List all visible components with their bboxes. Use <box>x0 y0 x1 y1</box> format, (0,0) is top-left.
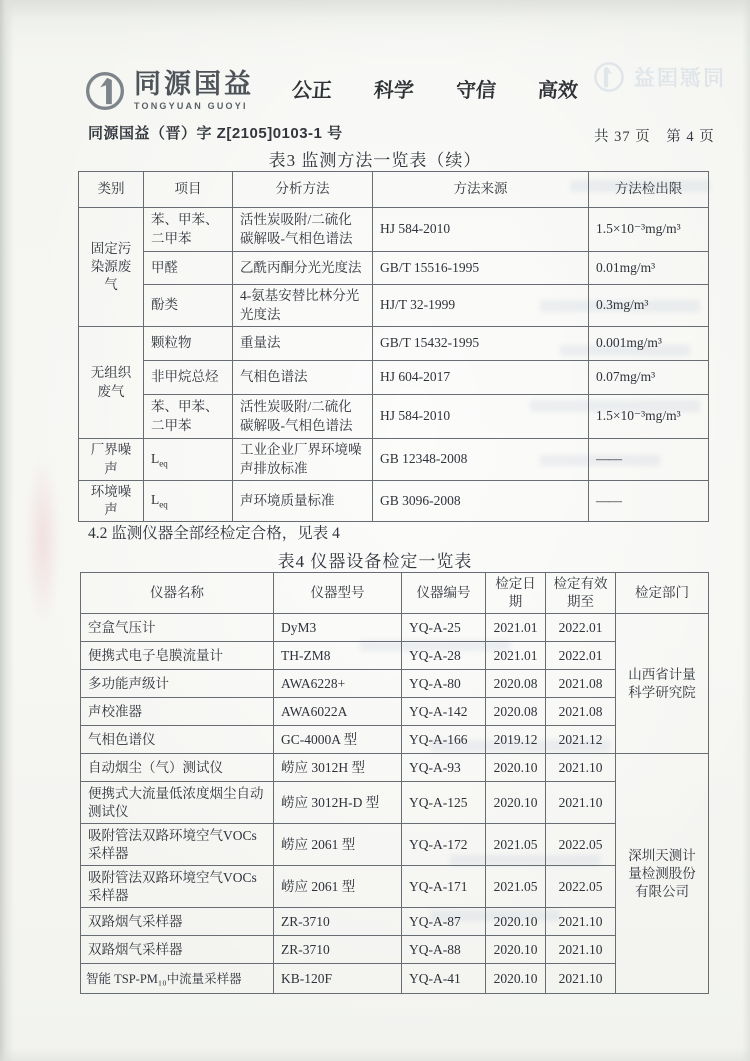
slogan-row <box>291 74 579 103</box>
t3-r8-limit: —— <box>589 481 709 522</box>
t3-r3-item: 酚类 <box>144 285 233 327</box>
t3-r4-method: 重量法 <box>233 327 373 361</box>
t4-r6-name: 自动烟尘（气）测试仪 <box>81 754 274 782</box>
t3-r8-item: $L_{eq}$ <box>144 481 233 522</box>
t3-cat-ambient-noise: 环境噪声 <box>79 481 144 522</box>
t3-r6-item: 苯、甲苯、二甲苯 <box>144 395 233 439</box>
table-row <box>81 908 709 936</box>
slogan-fairness: 公正 <box>291 80 333 102</box>
t4-r11-model: ZR-3710 <box>274 936 402 964</box>
t3-r6-source: HJ 584-2010 <box>373 395 589 439</box>
table-row <box>79 327 709 361</box>
t4-r8-number: YQ-A-172 <box>402 824 486 866</box>
t4-r3-number: YQ-A-80 <box>402 670 486 698</box>
t4-r1-date: 2021.01 <box>486 614 546 642</box>
t3-r4-limit: 0.001mg/m³ <box>589 327 709 361</box>
t4-r1-valid: 2022.01 <box>546 614 616 642</box>
table-row <box>81 866 709 908</box>
table-row <box>79 285 709 327</box>
t4-r8-name: 吸附管法双路环境空气VOCs 采样器 <box>81 824 274 866</box>
report-number: 同源国益（晋）字 Z[2105]0103-1 号 <box>88 125 343 142</box>
bleedthrough-logo-text: 同源国益 <box>632 67 724 90</box>
page-indicator: 共 37 页 第 4 页 <box>594 129 715 145</box>
t4-r11-number: YQ-A-88 <box>402 936 486 964</box>
t4-r12-model: KB-120F <box>274 964 402 994</box>
t3-r7-method: 工业企业厂界环境噪声排放标准 <box>233 439 373 481</box>
t4-r2-date: 2021.01 <box>486 642 546 670</box>
t3-r1-source: HJ 584-2010 <box>373 208 589 252</box>
t4-r8-model: 崂应 2061 型 <box>274 824 402 866</box>
t4-dept-shenzhen: 深圳天测计量检测股份有限公司 <box>616 754 709 994</box>
bleedthrough-logo-mark-icon <box>592 60 626 94</box>
scan-edge-bottom <box>0 1047 750 1061</box>
letterhead <box>84 70 254 112</box>
company-name-cn: 同源国益 <box>134 69 254 99</box>
company-logo-text <box>134 71 254 111</box>
t3-h-source: 方法来源 <box>373 172 589 208</box>
t4-r9-valid: 2022.05 <box>546 866 616 908</box>
t3-r8-source: GB 3096-2008 <box>373 481 589 522</box>
scan-edge-top <box>0 0 750 34</box>
t4-r4-date: 2020.08 <box>486 698 546 726</box>
t4-r7-valid: 2021.10 <box>546 782 616 824</box>
t4-r8-valid: 2022.05 <box>546 824 616 866</box>
table-row <box>79 252 709 285</box>
monitoring-methods-table <box>78 171 709 522</box>
t4-h-model: 仪器型号 <box>274 573 402 614</box>
t4-r8-date: 2021.05 <box>486 824 546 866</box>
table-row <box>81 824 709 866</box>
table-row <box>81 698 709 726</box>
t4-r9-name: 吸附管法双路环境空气VOCs 采样器 <box>81 866 274 908</box>
t3-cat-fixed-source: 固定污染源废气 <box>79 208 144 327</box>
t4-r3-model: AWA6228+ <box>274 670 402 698</box>
t3-h-item: 项目 <box>144 172 233 208</box>
t4-r9-date: 2021.05 <box>486 866 546 908</box>
slogan-science: 科学 <box>373 80 415 102</box>
t4-r3-name: 多功能声级计 <box>81 670 274 698</box>
t4-r4-model: AWA6022A <box>274 698 402 726</box>
table3-title: 表3 监测方法一览表（续） <box>268 151 482 170</box>
table-row <box>81 670 709 698</box>
table-row <box>81 642 709 670</box>
table-row <box>81 614 709 642</box>
t4-r4-valid: 2021.08 <box>546 698 616 726</box>
t3-r5-limit: 0.07mg/m³ <box>589 361 709 395</box>
t4-h-dept: 检定部门 <box>616 573 709 614</box>
company-logo-icon <box>84 70 126 112</box>
t3-r7-source: GB 12348-2008 <box>373 439 589 481</box>
table-row <box>81 936 709 964</box>
t3-cat-fugitive: 无组织废气 <box>79 327 144 439</box>
t4-r5-date: 2019.12 <box>486 726 546 754</box>
t4-r9-model: 崂应 2061 型 <box>274 866 402 908</box>
t4-r2-valid: 2022.01 <box>546 642 616 670</box>
ink-smudge <box>26 455 60 625</box>
t4-r10-name: 双路烟气采样器 <box>81 908 274 936</box>
t4-r7-name: 便携式大流量低浓度烟尘自动测试仪 <box>81 782 274 824</box>
t4-dept-shanxi: 山西省计量科学研究院 <box>616 614 709 754</box>
t4-r5-valid: 2021.12 <box>546 726 616 754</box>
t4-r7-number: YQ-A-125 <box>402 782 486 824</box>
t3-r6-method: 活性炭吸附/二硫化碳解吸-气相色谱法 <box>233 395 373 439</box>
t4-r1-name: 空盒气压计 <box>81 614 274 642</box>
t4-r4-number: YQ-A-142 <box>402 698 486 726</box>
t3-r4-source: GB/T 15432-1995 <box>373 327 589 361</box>
table-row <box>79 481 709 522</box>
table-row <box>81 782 709 824</box>
t3-r1-method: 活性炭吸附/二硫化碳解吸-气相色谱法 <box>233 208 373 252</box>
t3-h-category: 类别 <box>79 172 144 208</box>
t4-r3-date: 2020.08 <box>486 670 546 698</box>
section-4-2-heading: 4.2 监测仪器全部经检定合格，见表 4 <box>88 525 340 542</box>
t4-r3-valid: 2021.08 <box>546 670 616 698</box>
t3-h-limit: 方法检出限 <box>589 172 709 208</box>
t4-r10-valid: 2021.10 <box>546 908 616 936</box>
t4-r9-number: YQ-A-171 <box>402 866 486 908</box>
t4-h-date: 检定日期 <box>486 573 546 614</box>
t3-r8-method: 声环境质量标准 <box>233 481 373 522</box>
table4-title: 表4 仪器设备检定一览表 <box>277 552 473 571</box>
t3-r2-method: 乙酰丙酮分光光度法 <box>233 252 373 285</box>
t3-cat-boundary-noise: 厂界噪声 <box>79 439 144 481</box>
t4-h-name: 仪器名称 <box>81 573 274 614</box>
t4-r10-model: ZR-3710 <box>274 908 402 936</box>
t3-r2-source: GB/T 15516-1995 <box>373 252 589 285</box>
t3-r7-limit: —— <box>589 439 709 481</box>
table-header-row <box>79 172 709 208</box>
table-row <box>79 361 709 395</box>
table-row <box>79 395 709 439</box>
t4-r1-model: DyM3 <box>274 614 402 642</box>
table-header-row <box>81 573 709 614</box>
instrument-verification-table <box>80 572 709 994</box>
t3-h-method: 分析方法 <box>233 172 373 208</box>
t3-r7-item: $L_{eq}$ <box>144 439 233 481</box>
t4-r10-date: 2020.10 <box>486 908 546 936</box>
t3-r3-source: HJ/T 32-1999 <box>373 285 589 327</box>
slogan-efficiency: 高效 <box>537 80 579 102</box>
t3-r3-method: 4-氨基安替比林分光光度法 <box>233 285 373 327</box>
t4-r10-number: YQ-A-87 <box>402 908 486 936</box>
bleedthrough-logo <box>592 60 724 94</box>
t3-r4-item: 颗粒物 <box>144 327 233 361</box>
t4-r6-date: 2020.10 <box>486 754 546 782</box>
t4-r1-number: YQ-A-25 <box>402 614 486 642</box>
t3-r6-limit: 1.5×10⁻³mg/m³ <box>589 395 709 439</box>
table-row <box>81 754 709 782</box>
t4-r11-name: 双路烟气采样器 <box>81 936 274 964</box>
t3-r2-limit: 0.01mg/m³ <box>589 252 709 285</box>
t3-r2-item: 甲醛 <box>144 252 233 285</box>
t4-r6-number: YQ-A-93 <box>402 754 486 782</box>
t4-r12-number: YQ-A-41 <box>402 964 486 994</box>
t4-h-number: 仪器编号 <box>402 573 486 614</box>
t4-r2-model: TH-ZM8 <box>274 642 402 670</box>
t3-r1-item: 苯、甲苯、二甲苯 <box>144 208 233 252</box>
t3-r5-item: 非甲烷总烃 <box>144 361 233 395</box>
t4-r5-model: GC-4000A 型 <box>274 726 402 754</box>
t4-r7-date: 2020.10 <box>486 782 546 824</box>
t4-r2-name: 便携式电子皂膜流量计 <box>81 642 274 670</box>
t4-r6-valid: 2021.10 <box>546 754 616 782</box>
slogan-integrity: 守信 <box>455 80 497 102</box>
t4-r11-valid: 2021.10 <box>546 936 616 964</box>
t4-r2-number: YQ-A-28 <box>402 642 486 670</box>
t4-r7-model: 崂应 3012H-D 型 <box>274 782 402 824</box>
t4-r11-date: 2020.10 <box>486 936 546 964</box>
t4-r12-name: 智能 TSP-PM₁₀中流量采样器 <box>81 964 274 994</box>
t4-r12-date: 2020.10 <box>486 964 546 994</box>
t3-r1-limit: 1.5×10⁻³mg/m³ <box>589 208 709 252</box>
company-name-en: TONGYUAN GUOYI <box>134 101 248 111</box>
t4-r12-valid: 2021.10 <box>546 964 616 994</box>
t4-h-valid: 检定有效期至 <box>546 573 616 614</box>
t4-r6-model: 崂应 3012H 型 <box>274 754 402 782</box>
t3-r5-source: HJ 604-2017 <box>373 361 589 395</box>
t4-r5-name: 气相色谱仪 <box>81 726 274 754</box>
t3-r5-method: 气相色谱法 <box>233 361 373 395</box>
table-row <box>79 439 709 481</box>
t4-r4-name: 声校准器 <box>81 698 274 726</box>
t4-r5-number: YQ-A-166 <box>402 726 486 754</box>
table-row <box>81 964 709 994</box>
table-row <box>81 726 709 754</box>
table-row <box>79 208 709 252</box>
t3-r3-limit: 0.3mg/m³ <box>589 285 709 327</box>
